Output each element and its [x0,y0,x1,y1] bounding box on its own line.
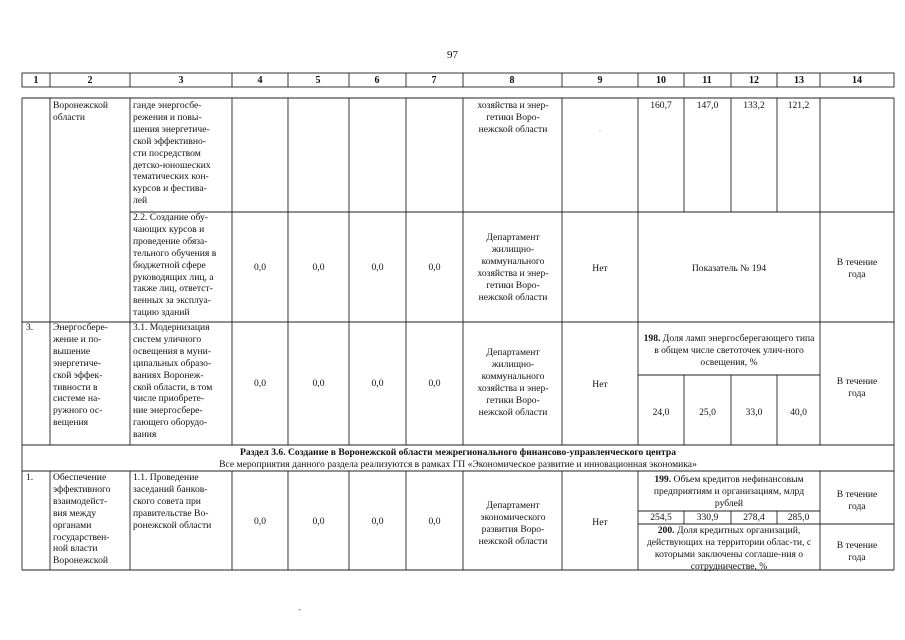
indicator-200-text: Доля кредитных организаций, действующих на территории облас-ти, с которыми заключены соглаше-ния о сотрудничестве, % [646,525,812,572]
row4-col9: Нет [592,517,608,528]
row2-measure-text: 2.2. Создание обу- чающих курсов и проведение обяза- тельного обучения в бюджетной сфере руководящих лиц, а также лиц, ответст- венных за эксплуа- тацию зданий [133,212,217,319]
indicator-200-number: 200. [657,525,675,536]
indicator-199-value-13: 285,0 [787,512,810,523]
row2-cost-4: 0,0 [254,262,266,273]
section-subtitle: Все мероприятия данного раздела реализуются в рамках ГП «Экономическое развитие и инновационная экономика» [219,459,697,470]
row3-number: 3. [26,322,34,333]
row2-cost-5: 0,0 [312,262,325,273]
row4-cost-4: 0,0 [254,516,266,527]
row3-value-11: 25,0 [699,407,716,418]
row3-col9: Нет [592,379,608,390]
stray-mark: - [298,604,301,614]
row3-cost-4: 0,0 [254,378,266,389]
row3-department: Департамент жилищно- коммунального хозяйства и энер- гетики Воро- нежской области [477,347,549,418]
header-col-11: 11 [702,75,712,86]
indicator-199 [641,474,817,510]
row3-cost-7: 0,0 [428,378,441,389]
row1-value-10: 160,7 [650,100,672,111]
row4-cost-7: 0,0 [428,516,441,527]
row1-measure-text: ганде энергосбе- режения и повы- шения энергетиче- ской эффективно- сти посредством детско-юношеских тематических кон- курсов и фестива- лей [133,100,211,207]
row4-task: Обеспечение эффективного взаимодейст- вия между органами государствен- ной власти Воронежской [53,472,111,567]
header-col-8: 8 [509,75,515,86]
row3-value-12: 33,0 [745,407,763,418]
header-col-14: 14 [852,75,862,86]
header-col-2: 2 [87,75,93,86]
header-col-5: 5 [315,75,321,86]
row3-task: Энергосбере- жение и по- вышение энергетиче- ской эффек- тивности в системе на- ружного ос- вещения [53,322,108,429]
row1-value-13: 121,2 [787,100,810,111]
header-col-4: 4 [257,75,263,86]
row3-indicator-text: Доля ламп энергосберегающего типа в общем числе светоточек улич-ного освещения, % [654,333,815,368]
indicator-199-value-11: 330,9 [696,512,719,523]
section-title: Раздел 3.6. Создание в Воронежской области межрегионального финансово-управленческого центра [239,447,677,458]
row4-cost-5: 0,0 [312,516,325,527]
header-col-7: 7 [431,75,437,86]
row3-value-10: 24,0 [652,407,670,418]
row2-cost-6: 0,0 [371,262,384,273]
row4-number: 1. [26,472,34,483]
row3-period: В течение года [836,376,878,399]
indicator-199-value-10: 254,5 [650,512,672,523]
row4-cost-6: 0,0 [371,516,384,527]
row1-col9-mark: · [598,126,602,137]
row2-period: В течение года [836,257,878,280]
indicator-200-period: В течение года [836,540,878,563]
row3-indicator-number: 198. [643,333,661,344]
page-number: 97 [447,49,458,61]
row2-col9: Нет [592,263,608,274]
row2-indicator: Показатель № 194 [691,263,767,274]
row3-value-13: 40,0 [790,407,807,418]
row4-measure-text: 1.1. Проведение заседаний банков- ского совета при правительстве Во- ронежской области [133,472,212,531]
row3-cost-6: 0,0 [371,378,384,389]
row1-value-12: 133,2 [743,100,765,111]
header-col-13: 13 [794,75,804,86]
header-col-1: 1 [33,75,39,86]
row1-value-11: 147,0 [696,100,719,111]
row1-department: хозяйства и энер- гетики Воро- нежской области [477,100,549,135]
row2-cost-7: 0,0 [428,262,441,273]
row3-cost-5: 0,0 [312,378,325,389]
row1-executor-region: Воронежской области [53,100,108,123]
header-col-9: 9 [597,75,603,86]
indicator-199-period: В течение года [836,489,878,512]
indicator-200 [641,525,817,573]
row2-department: Департамент жилищно- коммунального хозяйства и энер- гетики Воро- нежской области [477,232,549,303]
indicator-199-value-12: 278,4 [743,512,765,523]
header-col-12: 12 [749,75,759,86]
indicator-199-text: Объем кредитов нефинансовым предприятиям и организациям, млрд рублей [653,474,805,509]
header-col-6: 6 [374,75,380,86]
header-col-3: 3 [178,75,184,86]
row3-indicator [641,333,817,369]
indicator-199-number: 199. [654,474,672,485]
header-col-10: 10 [656,75,666,86]
row4-department: Департамент экономического развития Воро- нежской области [478,500,548,547]
row3-measure-text: 3.1. Модернизация систем уличного освещения в муни- ципальных образо- ваниях Воронеж- ской области, в том числе приобрете- ние энергосбере- гающего оборудо- вания [133,322,213,441]
